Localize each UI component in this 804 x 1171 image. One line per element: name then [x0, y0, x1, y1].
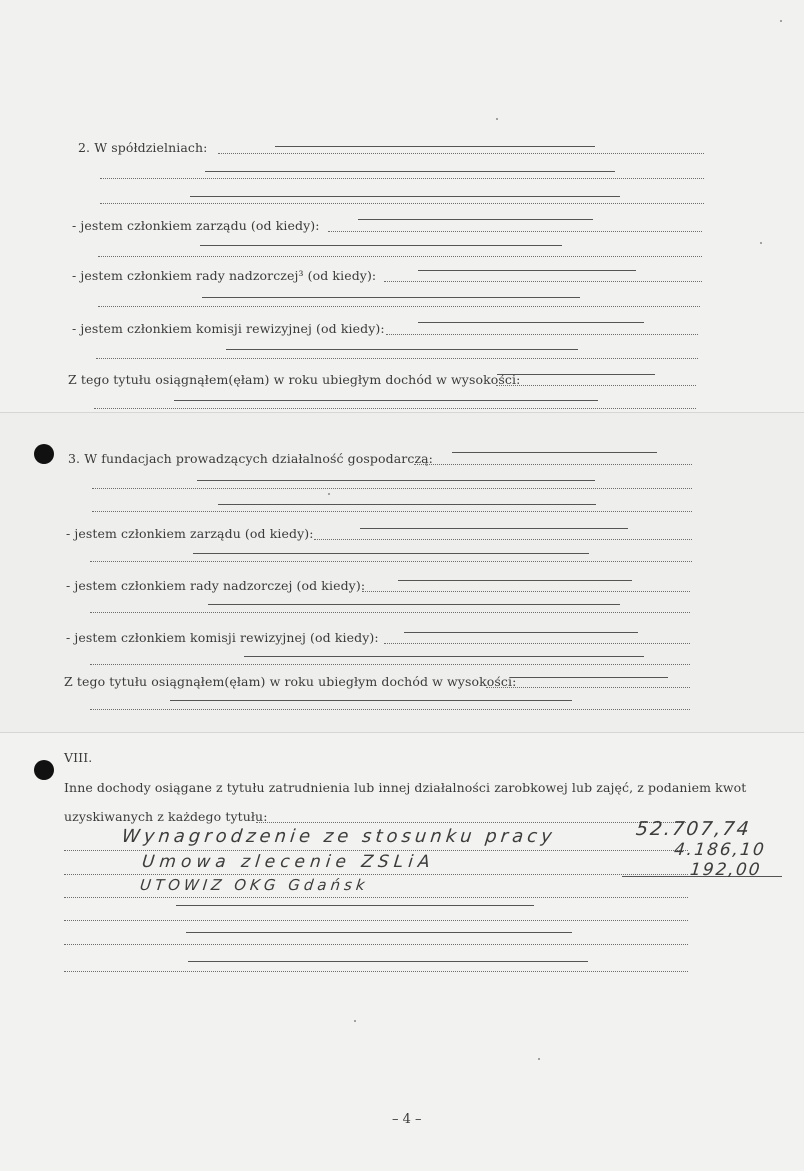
supervisory-board-label: - jestem członkiem rady nadzorczej³ (od kiedy):: [72, 268, 377, 283]
section-heading: 2. W spółdzielniach:: [78, 140, 208, 155]
fill-line: [90, 664, 690, 665]
scan-speck: [538, 1058, 540, 1060]
handwritten-dash: [174, 400, 598, 401]
handwritten-dash: [193, 553, 589, 554]
handwritten-dash: [208, 604, 620, 605]
handwritten-dash: [404, 632, 638, 633]
handwritten-dash: [170, 700, 572, 701]
fill-line: [94, 408, 696, 409]
handwritten-dash: [510, 677, 668, 678]
fill-line: [64, 920, 688, 921]
handwritten-dash: [190, 196, 620, 197]
handwritten-amount: 192,00: [688, 860, 763, 880]
fill-line: [96, 358, 698, 359]
handwritten-dash: [226, 349, 578, 350]
handwritten-dash: [398, 580, 632, 581]
page-number: – 4 –: [392, 1112, 422, 1127]
handwritten-dash: [358, 219, 593, 220]
handwritten-dash: [205, 171, 615, 172]
section-heading: 3. W fundacjach prowadzących działalność gospodarczą:: [68, 451, 433, 466]
handwritten-entry: UTOWIZ OKG Gdańsk: [139, 876, 370, 894]
scan-speck: [354, 1020, 356, 1022]
fill-line: [92, 488, 692, 489]
handwritten-dash: [418, 270, 636, 271]
punch-hole-icon: [34, 760, 54, 780]
fill-line: [362, 591, 690, 592]
fill-line: [64, 971, 688, 972]
fill-line: [90, 561, 692, 562]
board-member-label: - jestem członkiem zarządu (od kiedy):: [72, 218, 320, 233]
fill-line: [98, 256, 702, 257]
scan-speck: [496, 118, 498, 120]
fill-line: [90, 612, 690, 613]
paper-fold: [0, 412, 804, 413]
fill-line: [384, 281, 702, 282]
section-intro-cont: uzyskiwanych z każdego tytułu:: [64, 809, 268, 824]
section-heading: VIII.: [64, 750, 93, 765]
paper-fold: [0, 732, 804, 733]
handwritten-dash: [497, 374, 655, 375]
handwritten-dash: [176, 905, 534, 906]
fill-line: [90, 709, 690, 710]
handwritten-dash: [275, 146, 595, 147]
fill-line: [414, 464, 692, 465]
income-label: Z tego tytułu osiągnąłem(ęłam) w roku ubiegłym dochód w wysokości:: [68, 372, 521, 387]
handwritten-dash: [202, 297, 580, 298]
handwritten-dash: [360, 528, 628, 529]
scan-speck: [780, 20, 782, 22]
handwritten-entry: Umowa zlecenie ZSLiA: [140, 852, 436, 872]
section-intro: Inne dochody osiągane z tytułu zatrudnienia lub innej działalności zarobkowej lub zajęć, z podaniem kwot: [64, 780, 747, 795]
handwritten-dash: [200, 245, 562, 246]
fill-line: [64, 850, 688, 851]
handwritten-dash: [218, 504, 596, 505]
fill-line: [328, 231, 702, 232]
fill-line: [386, 334, 698, 335]
fill-line: [496, 385, 696, 386]
fill-line: [100, 178, 704, 179]
fill-line: [256, 822, 686, 823]
paper-band: [0, 0, 804, 412]
fill-line: [486, 687, 690, 688]
supervisory-board-label: - jestem członkiem rady nadzorczej (od kiedy):: [66, 578, 366, 593]
handwritten-entry: Wynagrodzenie ze stosunku pracy: [120, 826, 557, 847]
audit-committee-label: - jestem członkiem komisji rewizyjnej (od kiedy):: [72, 321, 385, 336]
board-member-label: - jestem członkiem zarządu (od kiedy):: [66, 526, 314, 541]
audit-committee-label: - jestem członkiem komisji rewizyjnej (od kiedy):: [66, 630, 379, 645]
scan-speck: [328, 493, 330, 495]
handwritten-amount: 52.707,74: [634, 818, 752, 840]
handwritten-dash: [197, 480, 595, 481]
handwritten-amount: 4.186,10: [672, 840, 767, 860]
fill-line: [64, 874, 688, 875]
fill-line: [64, 944, 688, 945]
fill-line: [92, 511, 692, 512]
handwritten-dash: [418, 322, 644, 323]
fill-line: [384, 643, 690, 644]
handwritten-dash: [452, 452, 657, 453]
scan-speck: [760, 242, 762, 244]
handwritten-dash: [186, 932, 572, 933]
fill-line: [64, 897, 688, 898]
fill-line: [314, 539, 692, 540]
handwritten-dash: [244, 656, 644, 657]
fill-line: [100, 203, 704, 204]
fill-line: [98, 306, 700, 307]
paper-band: [0, 732, 804, 1171]
fill-line: [218, 153, 704, 154]
handwritten-dash: [188, 961, 588, 962]
punch-hole-icon: [34, 444, 54, 464]
income-label: Z tego tytułu osiągnąłem(ęłam) w roku ubiegłym dochód w wysokości:: [64, 674, 517, 689]
